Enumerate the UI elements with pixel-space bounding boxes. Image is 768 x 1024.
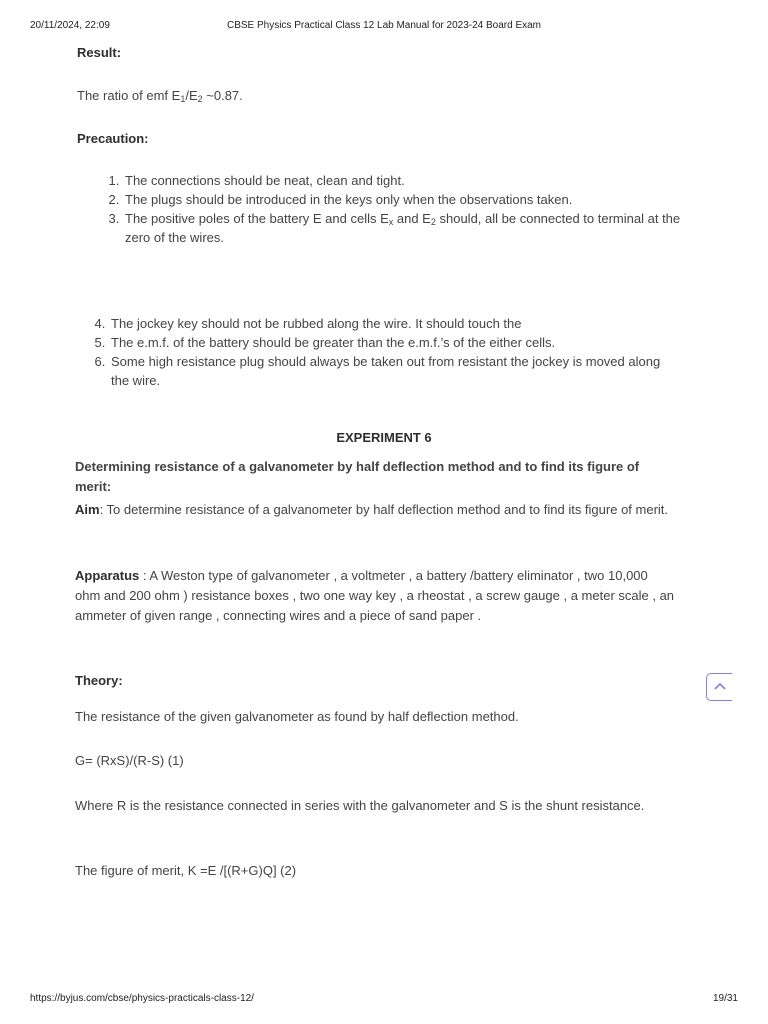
list-item: 2. The plugs should be introduced in the keys only when the observations taken.	[123, 190, 683, 209]
print-datetime: 20/11/2024, 22:09	[30, 20, 110, 31]
aim-paragraph	[75, 500, 675, 520]
result-heading: Result:	[77, 45, 122, 60]
print-footer	[30, 993, 738, 1007]
list-item: 5. The e.m.f. of the battery should be greater than the e.m.f.’s of the either cells.	[109, 333, 669, 352]
aim-text: : To determine resistance of a galvanometer by half deflection method and to find its figure of merit.	[99, 502, 669, 517]
result-text: The ratio of emf $E_1/E_2$ ~0.87.	[77, 88, 243, 104]
print-header	[30, 20, 738, 34]
apparatus-text: : A Weston type of galvanometer , a voltmeter , a battery /battery eliminator , two 10,000 ohm and 200 ohm ) resistance boxes , two one way key , a rheostat , a screw gauge , a meter scale , an ammeter of given range , connecting wires and a piece of sand paper .	[75, 568, 675, 623]
scroll-to-top-button[interactable]	[706, 673, 732, 701]
list-item: 3. The positive poles of the battery E and cells $E_x$ and $E_2$ should, all be connected to terminal at the zero of the wires.	[123, 209, 683, 247]
precaution-heading: Precaution:	[77, 131, 149, 146]
formula-resistance: G= (RxS)/(R-S) (1)	[75, 753, 184, 768]
theory-heading: Theory:	[75, 673, 123, 688]
experiment-subtitle: Determining resistance of a galvanometer by half deflection method and to find its figure of merit:	[75, 459, 640, 494]
experiment-title: EXPERIMENT 6	[336, 430, 432, 445]
chevron-up-icon	[713, 678, 727, 696]
aim-label: Aim	[75, 502, 100, 517]
list-item: 1. The connections should be neat, clean and tight.	[123, 171, 683, 190]
list-item: 6. Some high resistance plug should always be taken out from resistant the jockey is moved along the wire.	[109, 352, 669, 390]
list-item: 4. The jockey key should not be rubbed along the wire. It should touch the	[109, 314, 669, 333]
theory-line: The resistance of the given galvanometer as found by half deflection method.	[75, 709, 519, 724]
print-url: https://byjus.com/cbse/physics-practicals-class-12/	[30, 993, 254, 1004]
formula-figure-of-merit: The figure of merit, K =E /[(R+G)Q] (2)	[75, 863, 297, 878]
apparatus-label: Apparatus	[75, 568, 140, 583]
apparatus-paragraph	[75, 566, 675, 626]
precaution-list	[98, 171, 683, 247]
precaution-list-continued	[84, 314, 669, 390]
page-number: 19/31	[712, 993, 738, 1004]
print-title: CBSE Physics Practical Class 12 Lab Manual for 2023-24 Board Exam	[226, 20, 542, 31]
where-paragraph: Where R is the resistance connected in series with the galvanometer and S is the shunt resistance.	[75, 798, 645, 813]
